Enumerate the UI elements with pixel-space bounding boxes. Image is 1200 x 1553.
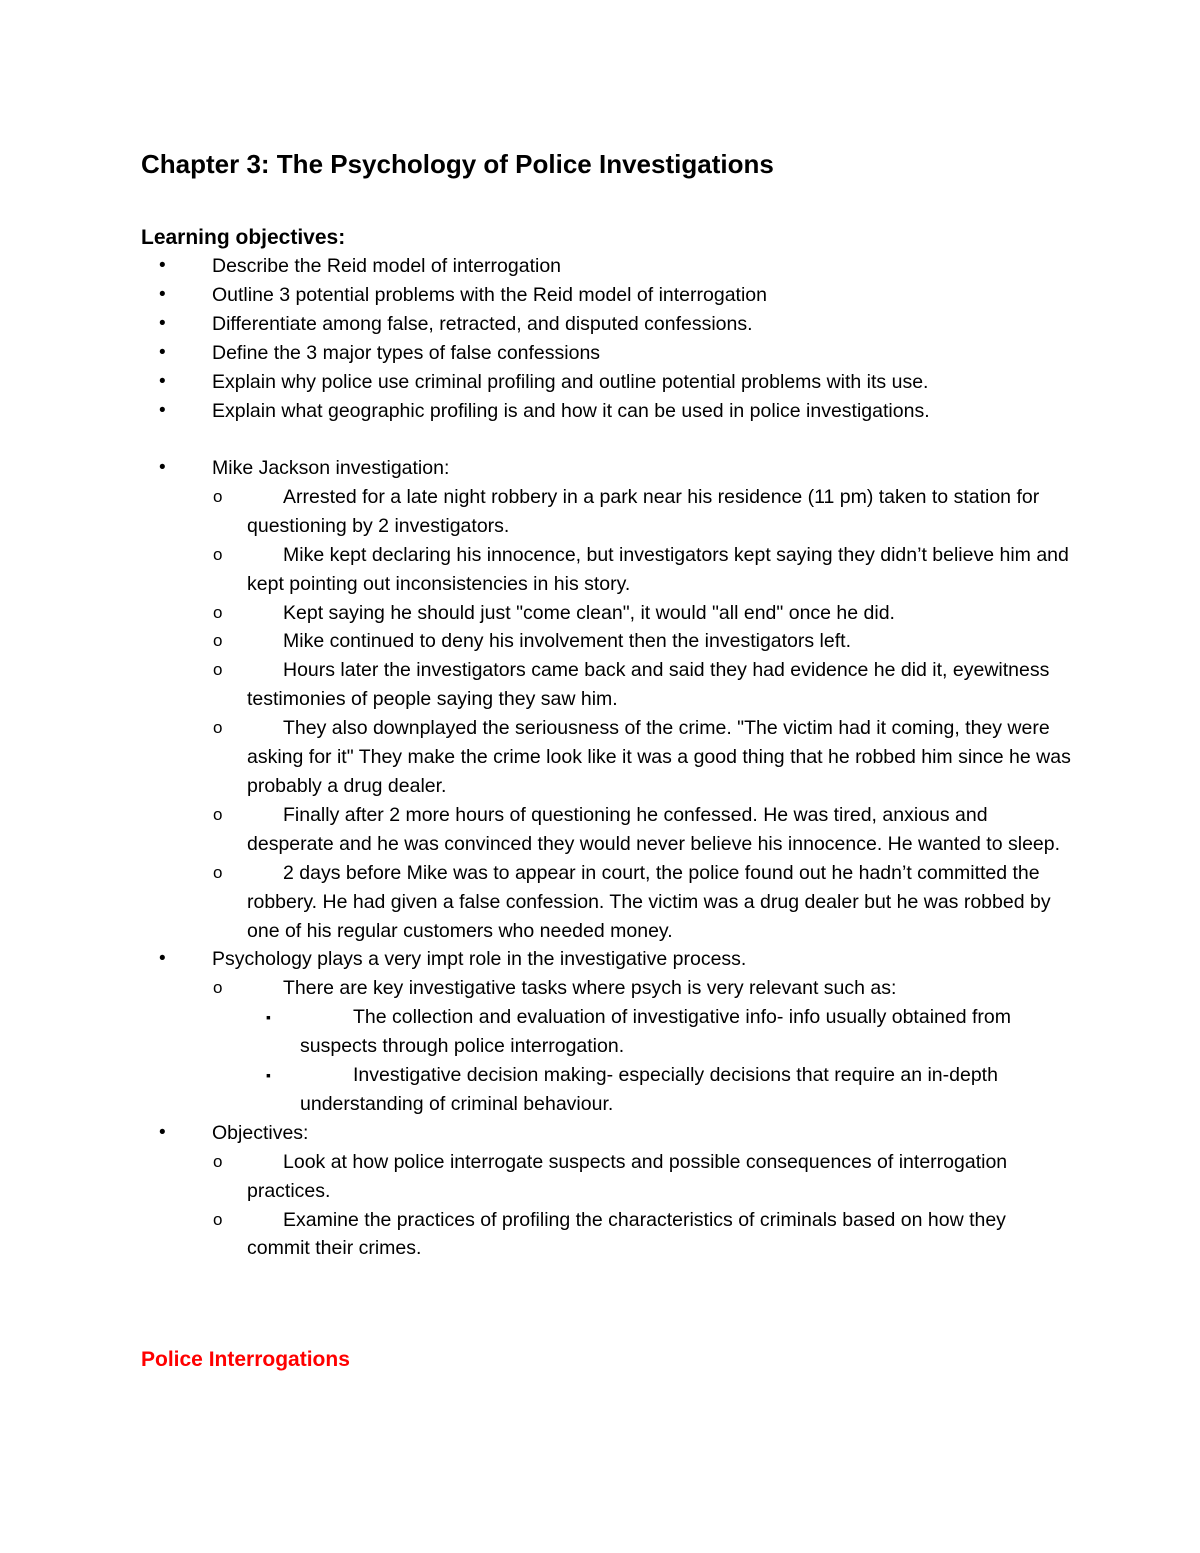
square-bullet-icon: ▪ [266,1009,271,1026]
psychology-role-details [212,974,1071,1119]
mike-jackson-item [141,454,1071,945]
page-title: Chapter 3: The Psychology of Police Investigations [141,149,774,179]
learning-objectives-list [141,252,1071,425]
bullet-icon: • [159,255,166,276]
investigative-tasks-list [247,1003,1071,1119]
circle-bullet-icon: o [213,804,223,824]
circle-bullet-icon: o [213,631,223,651]
bullet-icon: • [159,399,166,421]
objectives-heading: Objectives: [212,1121,309,1144]
circle-bullet-icon: o [213,1151,223,1171]
list-item: o There are key investigative tasks where psych is very relevant such as: ▪ The collection and evaluation of investigative info- info usually obtained from suspects through police interrogation. ▪ Investigative decision making- especially decisions that require an in-depth understanding of criminal behaviour. [247,974,1071,1119]
list-item: • Outline 3 potential problems with the Reid model of interrogation [141,281,1071,310]
list-item: o Hours later the investigators came back and said they had evidence he did it, eyewitness testimonies of people saying they saw him. [247,656,1071,714]
psychology-role-item [141,945,1071,1118]
list-item: o Look at how police interrogate suspects and possible consequences of interrogation practices. [247,1148,1071,1206]
psychology-role-heading: Psychology plays a very impt role in the investigative process. [212,948,747,971]
mike-jackson-details [212,483,1071,946]
square-bullet-icon: ▪ [266,1067,271,1084]
section-heading-police-interrogations: Police Interrogations [141,1348,350,1371]
learning-objectives-heading: Learning objectives: [141,226,346,249]
list-item: ▪ Investigative decision making- especially decisions that require an in-depth understanding of criminal behaviour. [300,1061,1071,1119]
learning-objectives-list-block [141,252,1071,425]
circle-bullet-icon: o [213,862,223,882]
notes-list [141,454,1071,1263]
list-item: ▪ The collection and evaluation of investigative info- info usually obtained from suspects through police interrogation. [300,1003,1071,1061]
circle-bullet-icon: o [213,544,223,564]
list-item: o Mike kept declaring his innocence, but investigators kept saying they didn’t believe him and kept pointing out inconsistencies in his story. [247,541,1071,599]
circle-bullet-icon: o [213,660,223,680]
list-item: • Differentiate among false, retracted, and disputed confessions. [141,310,1071,339]
bullet-icon: • [159,370,166,392]
list-item: o 2 days before Mike was to appear in court, the police found out he hadn’t committed the robbery. He had given a false confession. The victim was a drug dealer but he was robbed by one of his regular customers who needed money. [247,859,1071,946]
list-item: o Mike continued to deny his involvement then the investigators left. [247,627,1071,656]
bullet-icon: • [159,457,166,478]
mike-jackson-heading: Mike Jackson investigation: [212,457,450,479]
circle-bullet-icon: o [213,978,223,998]
bullet-icon: • [159,341,166,363]
bullet-icon: • [159,948,166,970]
list-item: • Explain why police use criminal profiling and outline potential problems with its use. [141,368,1071,397]
bullet-icon: • [159,312,166,334]
list-item: o Arrested for a late night robbery in a park near his residence (11 pm) taken to station for questioning by 2 investigators. [247,483,1071,541]
objectives-item [141,1119,1071,1264]
circle-bullet-icon: o [213,602,223,622]
list-item: • Describe the Reid model of interrogation [141,252,1071,281]
list-item: • Define the 3 major types of false confessions [141,339,1071,368]
list-item: o Examine the practices of profiling the characteristics of criminals based on how they commit their crimes. [247,1206,1071,1264]
circle-bullet-icon: o [213,1209,223,1229]
list-item: o Finally after 2 more hours of questioning he confessed. He was tired, anxious and desperate and he was convinced they would never believe his innocence. He wanted to sleep. [247,801,1071,859]
list-item: • Explain what geographic profiling is and how it can be used in police investigations. [141,397,1071,426]
notes-block [141,454,1071,1263]
bullet-icon: • [159,283,166,305]
circle-bullet-icon: o [213,486,223,506]
list-item: o Kept saying he should just "come clean", it would "all end" once he did. [247,599,1071,628]
objectives-details [212,1148,1071,1264]
list-item: o They also downplayed the seriousness of the crime. "The victim had it coming, they were asking for it" They make the crime look like it was a good thing that he robbed him since he was probably a drug dealer. [247,714,1071,801]
bullet-icon: • [159,1121,166,1143]
circle-bullet-icon: o [213,718,223,738]
